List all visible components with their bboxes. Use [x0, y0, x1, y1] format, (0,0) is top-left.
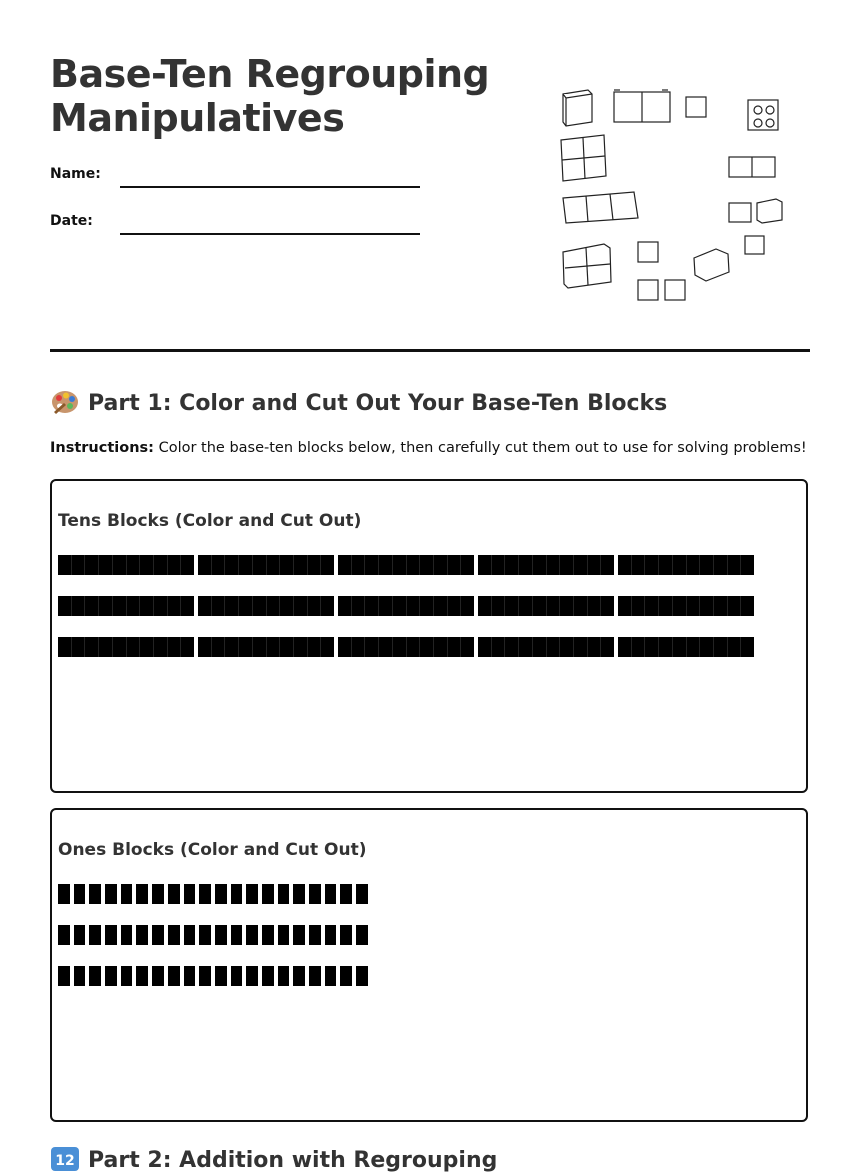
ones-box-title: Ones Blocks (Color and Cut Out) — [58, 840, 367, 860]
ones-block[interactable] — [309, 966, 321, 986]
part2-heading-text: Part 2: Addition with Regrouping — [88, 1148, 498, 1173]
unit-square-sketch-3 — [745, 236, 764, 254]
cube-sketch-2 — [694, 249, 729, 281]
part2-heading — [50, 1146, 497, 1176]
tens-block[interactable] — [478, 596, 614, 616]
ones-block[interactable] — [152, 884, 164, 904]
part1-heading-text: Part 1: Color and Cut Out Your Base-Ten Blocks — [88, 391, 668, 416]
ones-block[interactable] — [293, 925, 305, 945]
tens-block[interactable] — [58, 555, 194, 575]
ones-block[interactable] — [356, 966, 368, 986]
ones-block[interactable] — [278, 966, 290, 986]
ones-block[interactable] — [58, 884, 70, 904]
ones-block[interactable] — [278, 884, 290, 904]
name-field — [50, 166, 420, 190]
rod-sketch-two — [614, 90, 670, 122]
ones-block[interactable] — [74, 884, 86, 904]
ones-block[interactable] — [356, 925, 368, 945]
instructions-label: Instructions: — [50, 440, 154, 456]
ones-block[interactable] — [105, 966, 117, 986]
tens-block[interactable] — [198, 596, 334, 616]
ones-block[interactable] — [58, 966, 70, 986]
ones-block[interactable] — [215, 925, 227, 945]
tens-block[interactable] — [478, 555, 614, 575]
ones-block[interactable] — [199, 925, 211, 945]
ones-block[interactable] — [278, 925, 290, 945]
unit-square-sketch-5 — [665, 280, 685, 300]
ones-block[interactable] — [340, 884, 352, 904]
numbers-icon — [50, 1146, 80, 1172]
ones-block[interactable] — [262, 966, 274, 986]
ones-block[interactable] — [105, 925, 117, 945]
ones-block[interactable] — [231, 966, 243, 986]
header-divider — [50, 349, 810, 352]
date-label: Date: — [50, 213, 93, 229]
tens-blocks-box — [50, 479, 808, 793]
ones-block[interactable] — [215, 966, 227, 986]
tens-row — [58, 555, 754, 575]
ones-block[interactable] — [246, 884, 258, 904]
ones-block[interactable] — [168, 884, 180, 904]
ones-block[interactable] — [168, 925, 180, 945]
ones-block[interactable] — [184, 884, 196, 904]
ones-block[interactable] — [262, 884, 274, 904]
ones-block[interactable] — [152, 925, 164, 945]
unit-square-sketch-2 — [638, 242, 658, 262]
ones-block[interactable] — [231, 884, 243, 904]
tens-block[interactable] — [338, 555, 474, 575]
ones-block[interactable] — [246, 925, 258, 945]
ones-blocks-box — [50, 808, 808, 1122]
ones-block[interactable] — [121, 884, 133, 904]
ones-block[interactable] — [199, 966, 211, 986]
ones-block[interactable] — [246, 966, 258, 986]
flat-sketch — [561, 135, 606, 181]
date-write-line — [120, 233, 420, 235]
tens-block[interactable] — [618, 596, 754, 616]
page-title: Base-Ten Regrouping Manipulatives — [50, 52, 490, 140]
ones-row — [58, 966, 368, 986]
part1-heading — [50, 389, 667, 419]
tens-block[interactable] — [478, 637, 614, 657]
ones-block[interactable] — [105, 884, 117, 904]
tens-block[interactable] — [198, 637, 334, 657]
date-field — [50, 213, 420, 237]
ones-block[interactable] — [184, 925, 196, 945]
ones-block[interactable] — [199, 884, 211, 904]
tens-block[interactable] — [58, 596, 194, 616]
ones-block[interactable] — [309, 925, 321, 945]
unit-square-sketch — [686, 97, 706, 117]
name-label: Name: — [50, 166, 101, 182]
tens-row — [58, 596, 754, 616]
tens-block[interactable] — [58, 637, 194, 657]
ones-block[interactable] — [231, 925, 243, 945]
ones-block[interactable] — [325, 925, 337, 945]
ones-block[interactable] — [325, 884, 337, 904]
tens-box-title: Tens Blocks (Color and Cut Out) — [58, 511, 362, 531]
tens-block[interactable] — [338, 637, 474, 657]
instructions-text: Color the base-ten blocks below, then carefully cut them out to use for solving problems! — [158, 440, 807, 456]
instructions — [50, 440, 807, 456]
rod-sketch-small — [729, 157, 775, 177]
dot-block-sketch — [748, 100, 778, 130]
cube-sketch — [563, 90, 592, 126]
ones-block[interactable] — [262, 925, 274, 945]
unit-square-sketch-4 — [638, 280, 658, 300]
tens-block[interactable] — [618, 637, 754, 657]
ones-row — [58, 925, 368, 945]
ones-block[interactable] — [136, 884, 148, 904]
ones-block[interactable] — [184, 966, 196, 986]
ones-block[interactable] — [152, 966, 164, 986]
ones-block[interactable] — [293, 966, 305, 986]
ones-block[interactable] — [121, 925, 133, 945]
ones-block[interactable] — [121, 966, 133, 986]
svg-text:12: 12 — [55, 1153, 75, 1169]
ones-block[interactable] — [89, 925, 101, 945]
ones-block[interactable] — [325, 966, 337, 986]
tens-block[interactable] — [618, 555, 754, 575]
palette-icon — [50, 389, 80, 415]
tens-block[interactable] — [198, 555, 334, 575]
ones-block[interactable] — [309, 884, 321, 904]
ones-row — [58, 884, 368, 904]
base-ten-blocks-illustration — [558, 82, 798, 304]
tens-block[interactable] — [338, 596, 474, 616]
ones-block[interactable] — [340, 925, 352, 945]
ones-block[interactable] — [89, 966, 101, 986]
ones-block[interactable] — [356, 884, 368, 904]
name-write-line — [120, 186, 420, 188]
ones-block[interactable] — [89, 884, 101, 904]
ones-block[interactable] — [74, 966, 86, 986]
ones-block[interactable] — [74, 925, 86, 945]
flat-3d-sketch — [563, 244, 611, 288]
ones-block[interactable] — [136, 925, 148, 945]
ones-block[interactable] — [136, 966, 148, 986]
ones-block[interactable] — [340, 966, 352, 986]
tens-row — [58, 637, 754, 657]
ones-block[interactable] — [293, 884, 305, 904]
long-rod-sketch — [563, 192, 638, 223]
ones-block[interactable] — [215, 884, 227, 904]
pair-sketch — [729, 199, 782, 223]
ones-block[interactable] — [58, 925, 70, 945]
ones-block[interactable] — [168, 966, 180, 986]
